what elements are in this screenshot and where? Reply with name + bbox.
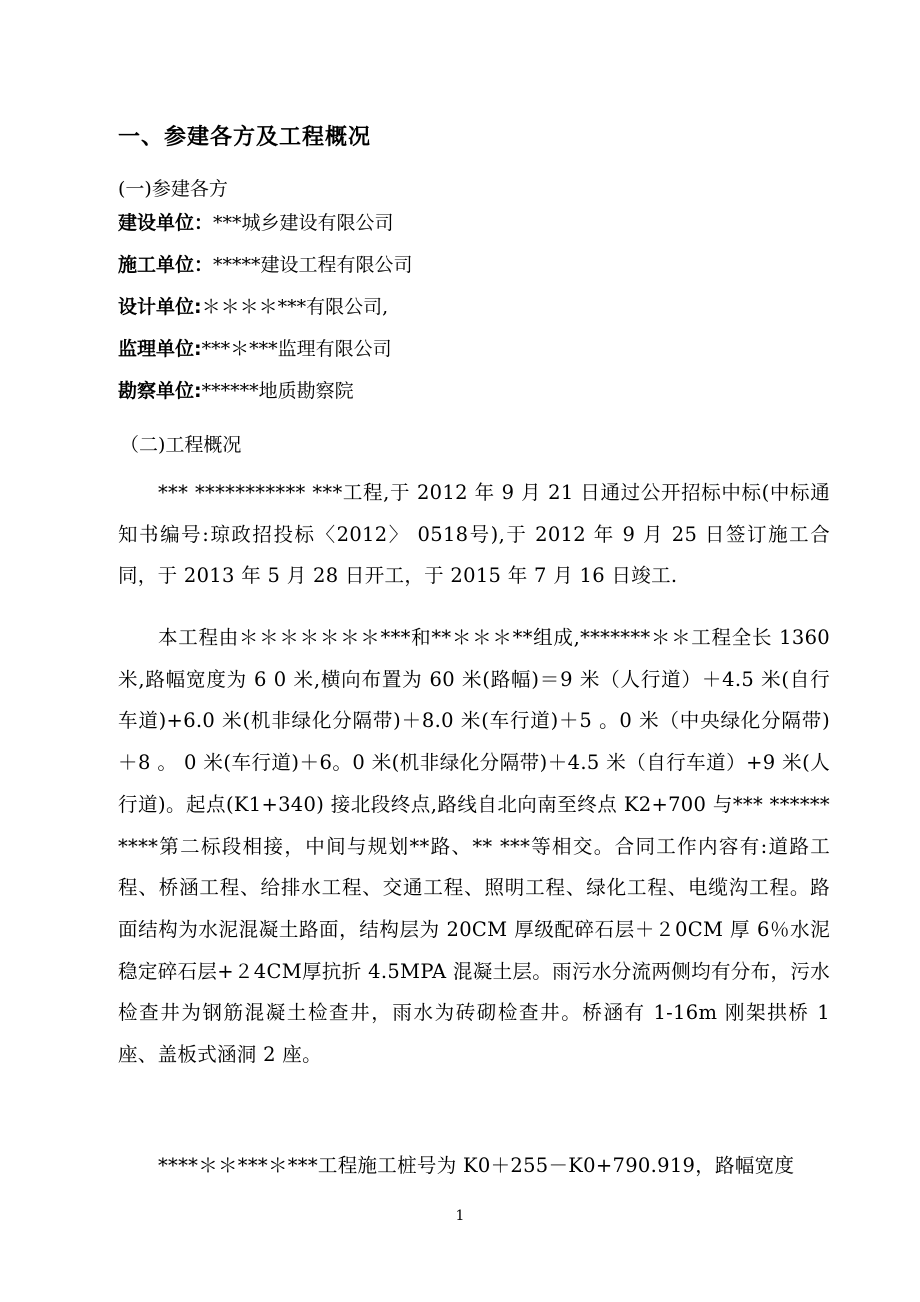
- party-line-construction-unit: [118, 208, 394, 235]
- subheading-overview: （二)工程概况: [120, 434, 242, 456]
- subheading-parties: (一)参建各方: [118, 178, 228, 200]
- party-value: ＊＊＊＊***有限公司,: [201, 296, 389, 318]
- party-line-surveyor: [118, 376, 354, 403]
- party-value: ***城乡建设有限公司: [213, 212, 394, 234]
- party-value: *****建设工程有限公司: [213, 254, 413, 276]
- paragraph-continued: ****＊＊***＊***工程施工桩号为 K0＋255－K0+790.919，路幅宽度: [158, 1154, 795, 1177]
- party-label: 设计单位:: [118, 296, 202, 318]
- paragraph-contract: *** *********** ***工程,于 2012 年 9 月 21 日通过公开招标中标(中标通知书编号:琼政招投标〈2012〉 0518号),于 2012 年 9 月 25 日签订施工合同，于 2013 年 5 月 28 日开工，于 2015 年 7 月 16 日竣工.: [118, 481, 830, 588]
- party-value: ******地质勘察院: [201, 380, 354, 402]
- party-line-supervisor: [118, 334, 392, 361]
- party-value: ***＊***监理有限公司: [201, 338, 392, 360]
- page-number: 1: [455, 1208, 465, 1224]
- party-line-builder: [118, 250, 413, 277]
- paragraph-scope: 本工程由＊＊＊＊＊＊＊***和**＊＊＊**组成,*******＊＊工程全长 1360米,路幅宽度为 6 0 米,横向布置为 60 米(路幅)＝9 米（人行道）＋4.5 米(自行车道)+6.0 米(机非绿化分隔带)＋8.0 米(车行道)＋5 。0 米（中央绿化分隔带)＋8 。 0 米(车行道)＋6。0 米(机非绿化分隔带)＋4.5 米（自行车道）+9 米(人行道)。起点(K1+340) 接北段终点,路线自北向南至终点 K2+700 与*** **********第二标段相接，中间与规划**路、** ***等相交。合同工作内容有:道路工程、桥涵工程、给排水工程、交通工程、照明工程、绿化工程、电缆沟工程。路面结构为水泥混凝土路面，结构层为 20CM 厚级配碎石层＋２0CM 厚 6％水泥稳定碎石层+２4CM厚抗折 4.5MPA 混凝土层。雨污水分流两侧均有分布，污水检查井为钢筋混凝土检查井，雨水为砖砌检查井。桥涵有 1-16m 刚架拱桥 1 座、盖板式涵洞 2 座。: [118, 626, 830, 1067]
- party-label: 勘察单位:: [118, 380, 202, 402]
- party-label: 监理单位:: [118, 338, 202, 360]
- party-label: 建设单位：: [118, 212, 214, 234]
- party-label: 施工单位：: [118, 254, 214, 276]
- party-line-designer: [118, 292, 388, 319]
- section-heading: 一、参建各方及工程概况: [118, 125, 372, 150]
